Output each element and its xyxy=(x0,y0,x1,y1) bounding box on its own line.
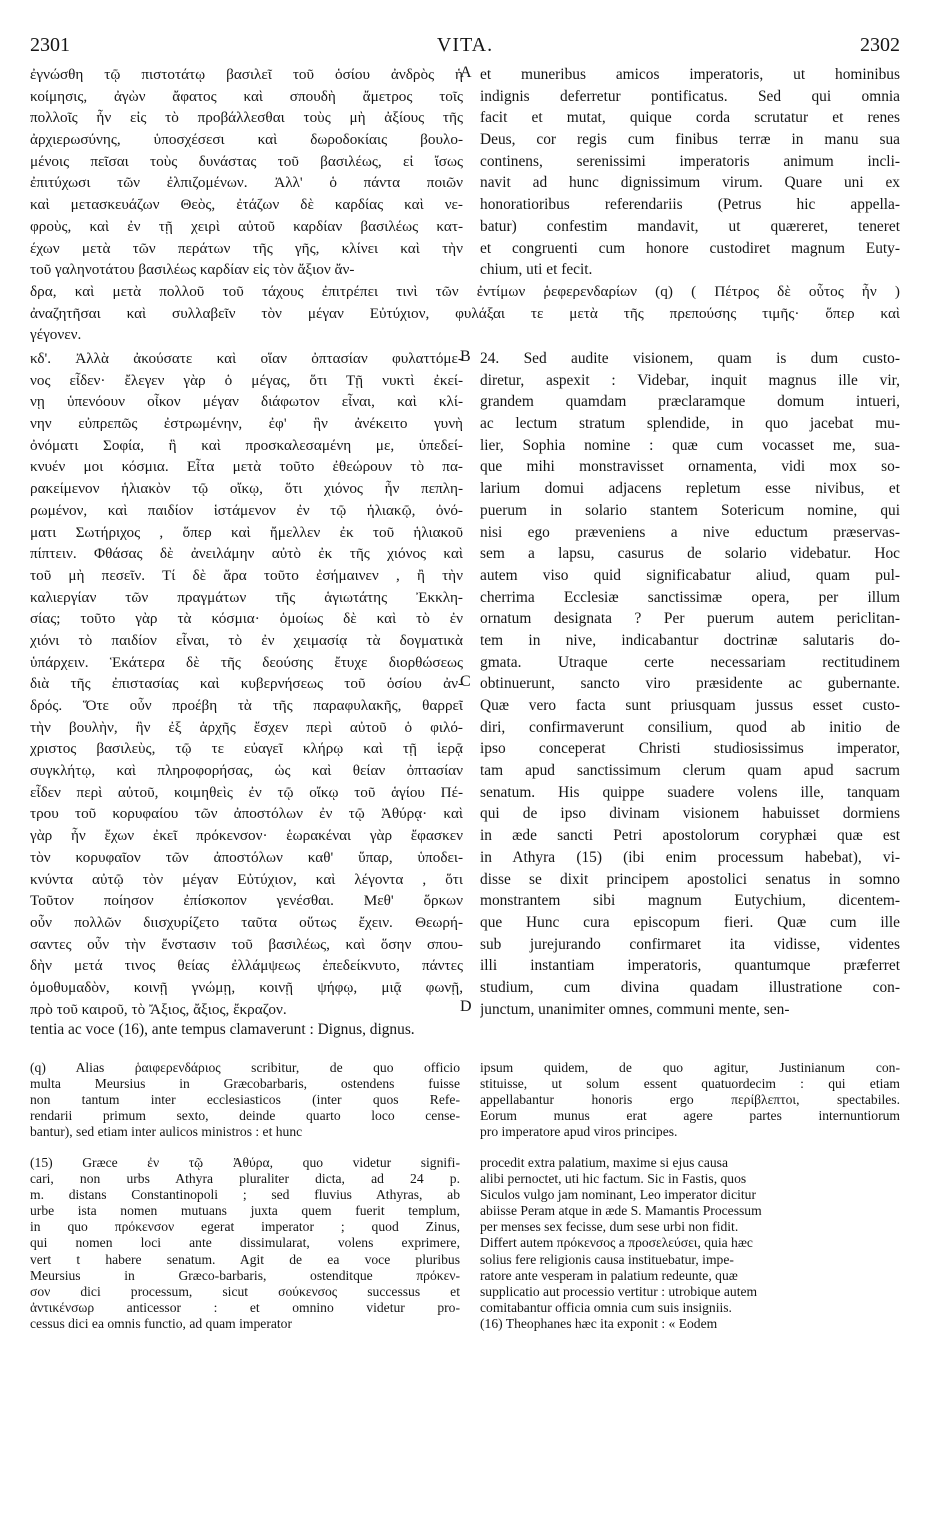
footnote-line: vert t habere senatum. Agit de ea voce pluribus xyxy=(30,1251,460,1267)
greek-line: ἀρχιερωσύνης, ὑποσχέσεσι καὶ δωροδοκίαις βουλο- xyxy=(30,131,463,149)
footnote-line: stituisse, ut solum essent quatuordecim : qui etiam xyxy=(480,1076,900,1092)
latin-line: continens, serenissimi imperatoris animum incli- xyxy=(480,152,900,170)
latin-line: Quæ vero facta sunt priusquam jussus esset custo- xyxy=(480,697,900,714)
greek-line: κνύντα αὐτῷ τὸν μέγαν Εὐτύχιον, καὶ λέγοντα , ὅτι xyxy=(30,870,463,888)
running-title: VITA. xyxy=(436,34,494,56)
greek-line: ὀνόματι Σοφία, ἣ καὶ προσκαλεσαμένη με, ὑπεδεί- xyxy=(30,436,463,454)
greek-line: φροὺς, καὶ ἐν τῇ χειρὶ αὐτοῦ καρδίαν βασιλέως κατ- xyxy=(30,217,463,235)
greek-line: οὖν πολλῶν διισχυρίζετο ταῦτα οὕτως ἔχειν. Θεωρή- xyxy=(30,913,463,931)
greek-line: πρὸ τοῦ καιροῦ, τὸ Ἄξιος, ἄξιος, ἔκραζον. xyxy=(30,1000,287,1018)
latin-line: facit et mutat, quique corda scrutatur et renes xyxy=(480,109,900,127)
latin-line: lier, Sophia nomine : quæ cum vocasset me, sua- xyxy=(480,436,900,454)
footnote-line: (15) Græce ἐν τῷ Ἀθύρα, quo videtur signifi- xyxy=(30,1155,460,1170)
latin-line: que mihi monstravisset ornamenta, vidi mox so- xyxy=(480,458,900,476)
greek-line: γὰρ ἦν ἔχων ἐκεῖ πρόκενσον· ἑωρακέναι γὰρ ἔφασκεν xyxy=(30,827,463,845)
latin-line: tem in nive, indicabantur doctrinæ salutaris do- xyxy=(480,631,900,649)
greek-line: ὁμοθυμαδὸν, κοινῇ γνώμῃ, κοινῇ ψήφῳ, μιᾷ φωνῇ, xyxy=(30,978,463,996)
greek-line: τοῦ γαληνοτάτου βασιλέως καρδίαν εἰς τὸν ἄξιον ἄν- xyxy=(30,261,355,279)
greek-line: διὰ τῆς ἐπιστασίας καὶ κυβερνήσεως τοῦ ὁσίου ἀν- xyxy=(30,675,463,693)
latin-line: illi instantiam imperatoris, quantumque præferret xyxy=(480,957,900,975)
greek-line: δρα, καὶ μετὰ πολλοῦ τοῦ τάχους ἐπιτρέπει τινὶ τῶν ἐντίμων ῥεφερενδαρίων (q) ( Πέτρος δὲ οὗτος ἦν ) xyxy=(30,283,900,300)
greek-line: σαντες οὖν τὴν ἔνστασιν τοῦ βασιλέως, καὶ ὅσην σπου- xyxy=(30,935,463,953)
latin-line: que Hunc cura episcopum fieri. Quæ cum ille xyxy=(480,913,900,931)
greek-line: ἐγνώσθη τῷ πιστοτάτῳ βασιλεῖ τοῦ ὁσίου ἀνδρὸς ἡ xyxy=(30,66,463,83)
margin-mark-c: C xyxy=(460,673,471,690)
latin-column-main xyxy=(480,348,900,1020)
latin-line: autem viso quid significabatur aliud, quam pul- xyxy=(480,566,900,584)
latin-line: cherrima Ecclesiæ sanctissimæ opera, per illum xyxy=(480,588,900,606)
margin-mark-a: A xyxy=(460,64,472,81)
footnote-line: bantur), sed etiam inter aulicos ministros : et hunc xyxy=(30,1124,303,1140)
greek-line: ρακείμενον ἡλιακὸν τῷ οἴκῳ, ὅτι χιόνος ἦν πεπλη- xyxy=(30,480,463,498)
greek-line: νος εἶδεν· ἔλεγεν γὰρ ὁ μέγας, ὅτι Τῇ νυκτὶ ἐκεί- xyxy=(30,371,463,389)
latin-line: chium, uti et fecit. xyxy=(480,261,593,279)
footnote-line: qui nomen loci ante dissimularat, volens exprimere, xyxy=(30,1235,460,1251)
footnote-line: appellabantur honoris ergo περίβλεπτοι, spectabiles. xyxy=(480,1092,900,1108)
latin-line: disse se dixit principem apostolici senatus in somno xyxy=(480,870,900,888)
greek-line: γέγονεν. xyxy=(30,326,82,344)
greek-line: συγκλήτῳ, καὶ πληροφορήσας, ὡς καὶ θείαν ὀπτασίαν xyxy=(30,762,463,780)
greek-line: καὶ μετασκευάζων Θεὸς, ἐτάζων δὲ καρδίας καὶ νε- xyxy=(30,196,463,214)
greek-line: χιόνι τὸ παιδίον εἶναι, τὸ ἐν χειμασίᾳ τὰ δογματικὰ xyxy=(30,631,463,649)
footnote-line: (16) Theophanes hæc ita exponit : « Eodem xyxy=(480,1315,718,1331)
greek-line: χριστος βασιλεὺς, τῷ τε εὐαγεῖ κλήρῳ καὶ τῇ ἱερᾷ xyxy=(30,740,463,758)
latin-line: monstrantem sibi magnum Eutychium, dicentem- xyxy=(480,892,900,910)
greek-line: κνυέν μοι κόσμια. Εἶτα μετὰ τοῦτο ἐθεώρουν τὸ πα- xyxy=(30,458,463,476)
greek-line: δρός. Ὅτε οὖν προέβη τὰ τῆς παραφυλακῆς, θαρρεῖ xyxy=(30,697,463,714)
latin-line: qui de ipso divinam visionem habuisset dormiens xyxy=(480,805,900,823)
footnote-line: multa Meursius in Græcobarbaris, ostendens fuisse xyxy=(30,1076,460,1092)
footnote-line: abiisse Peram atque in æde S. Mamantis Processum xyxy=(480,1203,762,1219)
greek-line: ρωμένον, καὶ παιδίον ἱστάμενον ἐν τῷ ἡλιακῷ, ὀνό- xyxy=(30,501,463,519)
footnote-line: in quo πρόκενσον egerat imperator ; quod Zinus, xyxy=(30,1219,460,1235)
greek-line: δὴν μετά τινος θείας ἐλλάμψεως ἐπεδείκνυτο, πάντες xyxy=(30,957,463,975)
latin-line: larium domui adjacens repletum esse nivibus, et xyxy=(480,480,900,498)
footnote-line: Siculos vulgo jam nominant, Leo imperator dicitur xyxy=(480,1187,756,1203)
greek-line: ἀναζητῆσαι καὶ συλλαβεῖν τὸν μέγαν Εὐτύχιον, φυλάξαι τε μετὰ τῆς πρεπούσης τιμῆς· ὅπερ καὶ xyxy=(30,304,900,322)
footnote-line: urbe ista nomen mutuans juxta quem fuerit templum, xyxy=(30,1203,460,1219)
latin-line: in Athyra (15) (ibi enim processum habebat), vi- xyxy=(480,848,900,866)
footnote-line: ratore ante vesperam in palatium redeunte, quæ xyxy=(480,1267,738,1283)
footnote-line: rendarii primum sexto, deinde quarto loco cense- xyxy=(30,1108,460,1124)
footnote-15-left xyxy=(30,1155,460,1332)
footnote-line: comitabantur officia omnia cum suis insigniis. xyxy=(480,1299,732,1315)
footnote-line: non tantum inter ecclesiasticos (inter quos Refe- xyxy=(30,1092,460,1108)
greek-line: νῃ ὑπενόουν οἶκον μέγαν διάφωτον εἶναι, καὶ κλί- xyxy=(30,393,463,411)
greek-line: τὴν βουλὴν, ἣν ἐξ ἀρχῆς ἔσχεν περὶ αὐτοῦ ὁ φιλό- xyxy=(30,718,463,736)
footnote-line: ἀντικένσωρ anticessor : et omnino videtur pro- xyxy=(30,1299,460,1315)
latin-line: diretur, aspexit : Videbar, inquit magnus ille vir, xyxy=(480,371,900,389)
footnote-q-right xyxy=(480,1060,900,1140)
latin-line: ipso conceperat Christi studiosissimus imperator, xyxy=(480,740,900,758)
latin-line: grandem quamdam præclaramque domum intueri, xyxy=(480,393,900,411)
latin-line: Deus, cor regis cum finibus terræ in manu sua xyxy=(480,131,900,149)
footnote-line: procedit extra palatium, maxime si ejus causa xyxy=(480,1155,728,1170)
footnote-line: cessus dici ea omnis functio, ad quam imperator xyxy=(30,1315,292,1331)
latin-line: et muneribus amicos imperatoris, ut hominibus xyxy=(480,66,900,83)
greek-line: εἶδεν περὶ αὐτοῦ, κοιμηθεὶς ἐν τῷ οἴκῳ τοῦ ἁγίου Πέ- xyxy=(30,783,463,801)
latin-line: junctum, unanimiter omnes, communi mente, sen- xyxy=(480,1000,790,1018)
latin-line: puerum in solario stantem Sotericum nomine, qui xyxy=(480,501,900,519)
latin-column-top xyxy=(480,64,900,281)
latin-line: nisi ego præveniens a nive eductum præservas- xyxy=(480,523,900,541)
greek-line: πολλοῖς ἦν εἰς τὸ προβάλλεσθαι τοὺς μὴ ἀξίους τῆς xyxy=(30,109,463,127)
greek-full-width xyxy=(30,281,900,346)
footnote-line: pro imperatore apud viros principes. xyxy=(480,1124,678,1140)
latin-line: tam apud sanctissimum clerum quam apud sacrum xyxy=(480,762,900,780)
greek-line: τοῦ μὴ πεσεῖν. Τί δὲ ἄρα τοῦτο ἐσήμαινεν , ἢ τὴν xyxy=(30,566,463,584)
right-page-number: 2302 xyxy=(860,34,900,56)
left-page-number: 2301 xyxy=(30,34,70,56)
latin-line: indignis deferretur pontificatus. Sed qui omnia xyxy=(480,87,900,105)
footnote-line: solius fere religionis causa instituebatur, impe- xyxy=(480,1251,734,1267)
footnote-line: σον dici processum, sicut σούκενσος successus et xyxy=(30,1283,460,1299)
page-header xyxy=(30,34,900,62)
greek-line: μένοις πεῖσαι τοὺς δυνάστας τοῦ βασιλέως, εἰ ἴσως xyxy=(30,152,463,170)
latin-full-line: tentia ac voce (16), ante tempus clamaverunt : Dignus, dignus. xyxy=(30,1021,415,1038)
greek-line: πίπτειν. Φθάσας δὲ ἀνειλάμην αὐτὸ ἐκ τῆς χιόνος καὶ xyxy=(30,545,463,563)
greek-line: καλιεργίαν τῶν πραγμάτων τῆς ἁγιωτάτης Ἐκκλη- xyxy=(30,588,463,606)
margin-mark-d: D xyxy=(460,998,472,1015)
latin-line: obtinuerunt, sancto viro præsidente ac gubernante. xyxy=(480,675,900,693)
footnote-line: (q) Alias ῥαιφερενδάριος scribitur, de quo officio xyxy=(30,1060,460,1075)
latin-line: batur) confestim mandavit, ut quæreret, teneret xyxy=(480,217,900,235)
greek-line: τρου τοῦ κορυφαίου τῶν ἀποστόλων ἐν τῷ Ἀθύρᾳ· καὶ xyxy=(30,805,463,823)
latin-line: navit ad hunc dignissimum virum. Quare uni ex xyxy=(480,174,900,192)
greek-line: σίας; τοῦτο γὰρ τὰ κόσμια· ὁμοίως δὲ καὶ τὸ ἐν xyxy=(30,610,463,628)
greek-line: Τοῦτον ποίησον ἐπίσκοπον γενέσθαι. Μεθ' ὅρκων xyxy=(30,892,463,910)
latin-line: in æde sancti Petri apostolorum coryphæi quæ est xyxy=(480,827,900,845)
greek-line: ὑπάρχειν. Ἑκάτερα δὲ τῆς δεούσης ἔτυχε διορθώσεως xyxy=(30,653,463,671)
latin-line: studium, cum divina quadam illustratione con- xyxy=(480,978,900,996)
greek-line: έχων μετὰ τῶν περάτων τῆς γῆς, κλίνει καὶ τὴν xyxy=(30,239,463,257)
latin-line: ornatum designata ? Per puerum autem periclitan- xyxy=(480,610,900,628)
latin-full-width xyxy=(30,1019,900,1041)
greek-line: κοίμησις, ἀγὼν ἄφατος καὶ σπουδὴ ἄμετρος τοῖς xyxy=(30,87,463,105)
greek-line: κδ'. Ἀλλὰ ἀκούσατε καὶ οἵαν ὀπτασίαν φυλαττόμε- xyxy=(30,350,463,367)
latin-line: ac lectum stratum splendide, in quo jacebat mu- xyxy=(480,415,900,433)
footnote-line: ipsum quidem, de quo agitur, Justinianum con- xyxy=(480,1060,900,1075)
footnote-line: Eorum munus erat agere partes internuntiorum xyxy=(480,1108,900,1124)
footnote-q-left xyxy=(30,1060,460,1140)
latin-line: et congruenti cum honore custodiret magnum Euty- xyxy=(480,239,900,257)
footnote-line: cari, non urbs Athyra pluraliter dicta, ad 24 p. xyxy=(30,1171,460,1187)
greek-line: νην εὐπρεπῶς ἐστρωμένην, ἐφ' ἣν ἀνέκειτο γυνὴ xyxy=(30,415,463,433)
footnote-line: Differt autem πρόκενσος a προσελεύσει, quia hæc xyxy=(480,1235,753,1251)
greek-line: τὸν κορυφαῖον τῶν ἀποστόλων καθ' ὕπαρ, ὑποδει- xyxy=(30,848,463,866)
latin-line: sem a lapsu, casurus de solario videbatur. Hoc xyxy=(480,545,900,563)
latin-line: senatum. His quippe suadere volens ille, tanquam xyxy=(480,783,900,801)
greek-line: ἐπιτύχωσι τῶν ἐλπιζομένων. Ἀλλ' ὁ πάντα ποιῶν xyxy=(30,174,463,192)
latin-line: 24. Sed audite visionem, quam is dum custo- xyxy=(480,350,900,367)
latin-line: gmata. Utraque certe necessariam rectitudinem xyxy=(480,653,900,671)
greek-column-main xyxy=(30,348,463,1020)
footnote-line: per menses sex fecisse, dum sese urbi non fidit. xyxy=(480,1219,739,1235)
footnote-line: supplicatio aut processio vertitur : utrobique autem xyxy=(480,1283,758,1299)
footnote-15-right xyxy=(480,1155,900,1332)
latin-line: diri, confirmaverunt consilium, quod ab initio de xyxy=(480,718,900,736)
footnote-line: alibi pernoctet, uti hic factum. Sic in Fastis, quos xyxy=(480,1171,747,1187)
footnote-line: Meursius in Græco-barbaris, ostenditque πρόκεν- xyxy=(30,1267,460,1283)
margin-mark-b: B xyxy=(460,348,471,365)
latin-line: honoratioribus referendariis (Petrus hic appella- xyxy=(480,196,900,214)
greek-column-top xyxy=(30,64,463,281)
latin-line: sub jurejurando confirmaret ita vidisse, videntes xyxy=(480,935,900,953)
footnote-line: m. distans Constantinopoli ; sed fluvius Athyras, ab xyxy=(30,1187,460,1203)
greek-line: ματι Σωτήριχος , ὅπερ καὶ ἤμελλεν ἐκ τοῦ ἡλιακοῦ xyxy=(30,523,463,541)
